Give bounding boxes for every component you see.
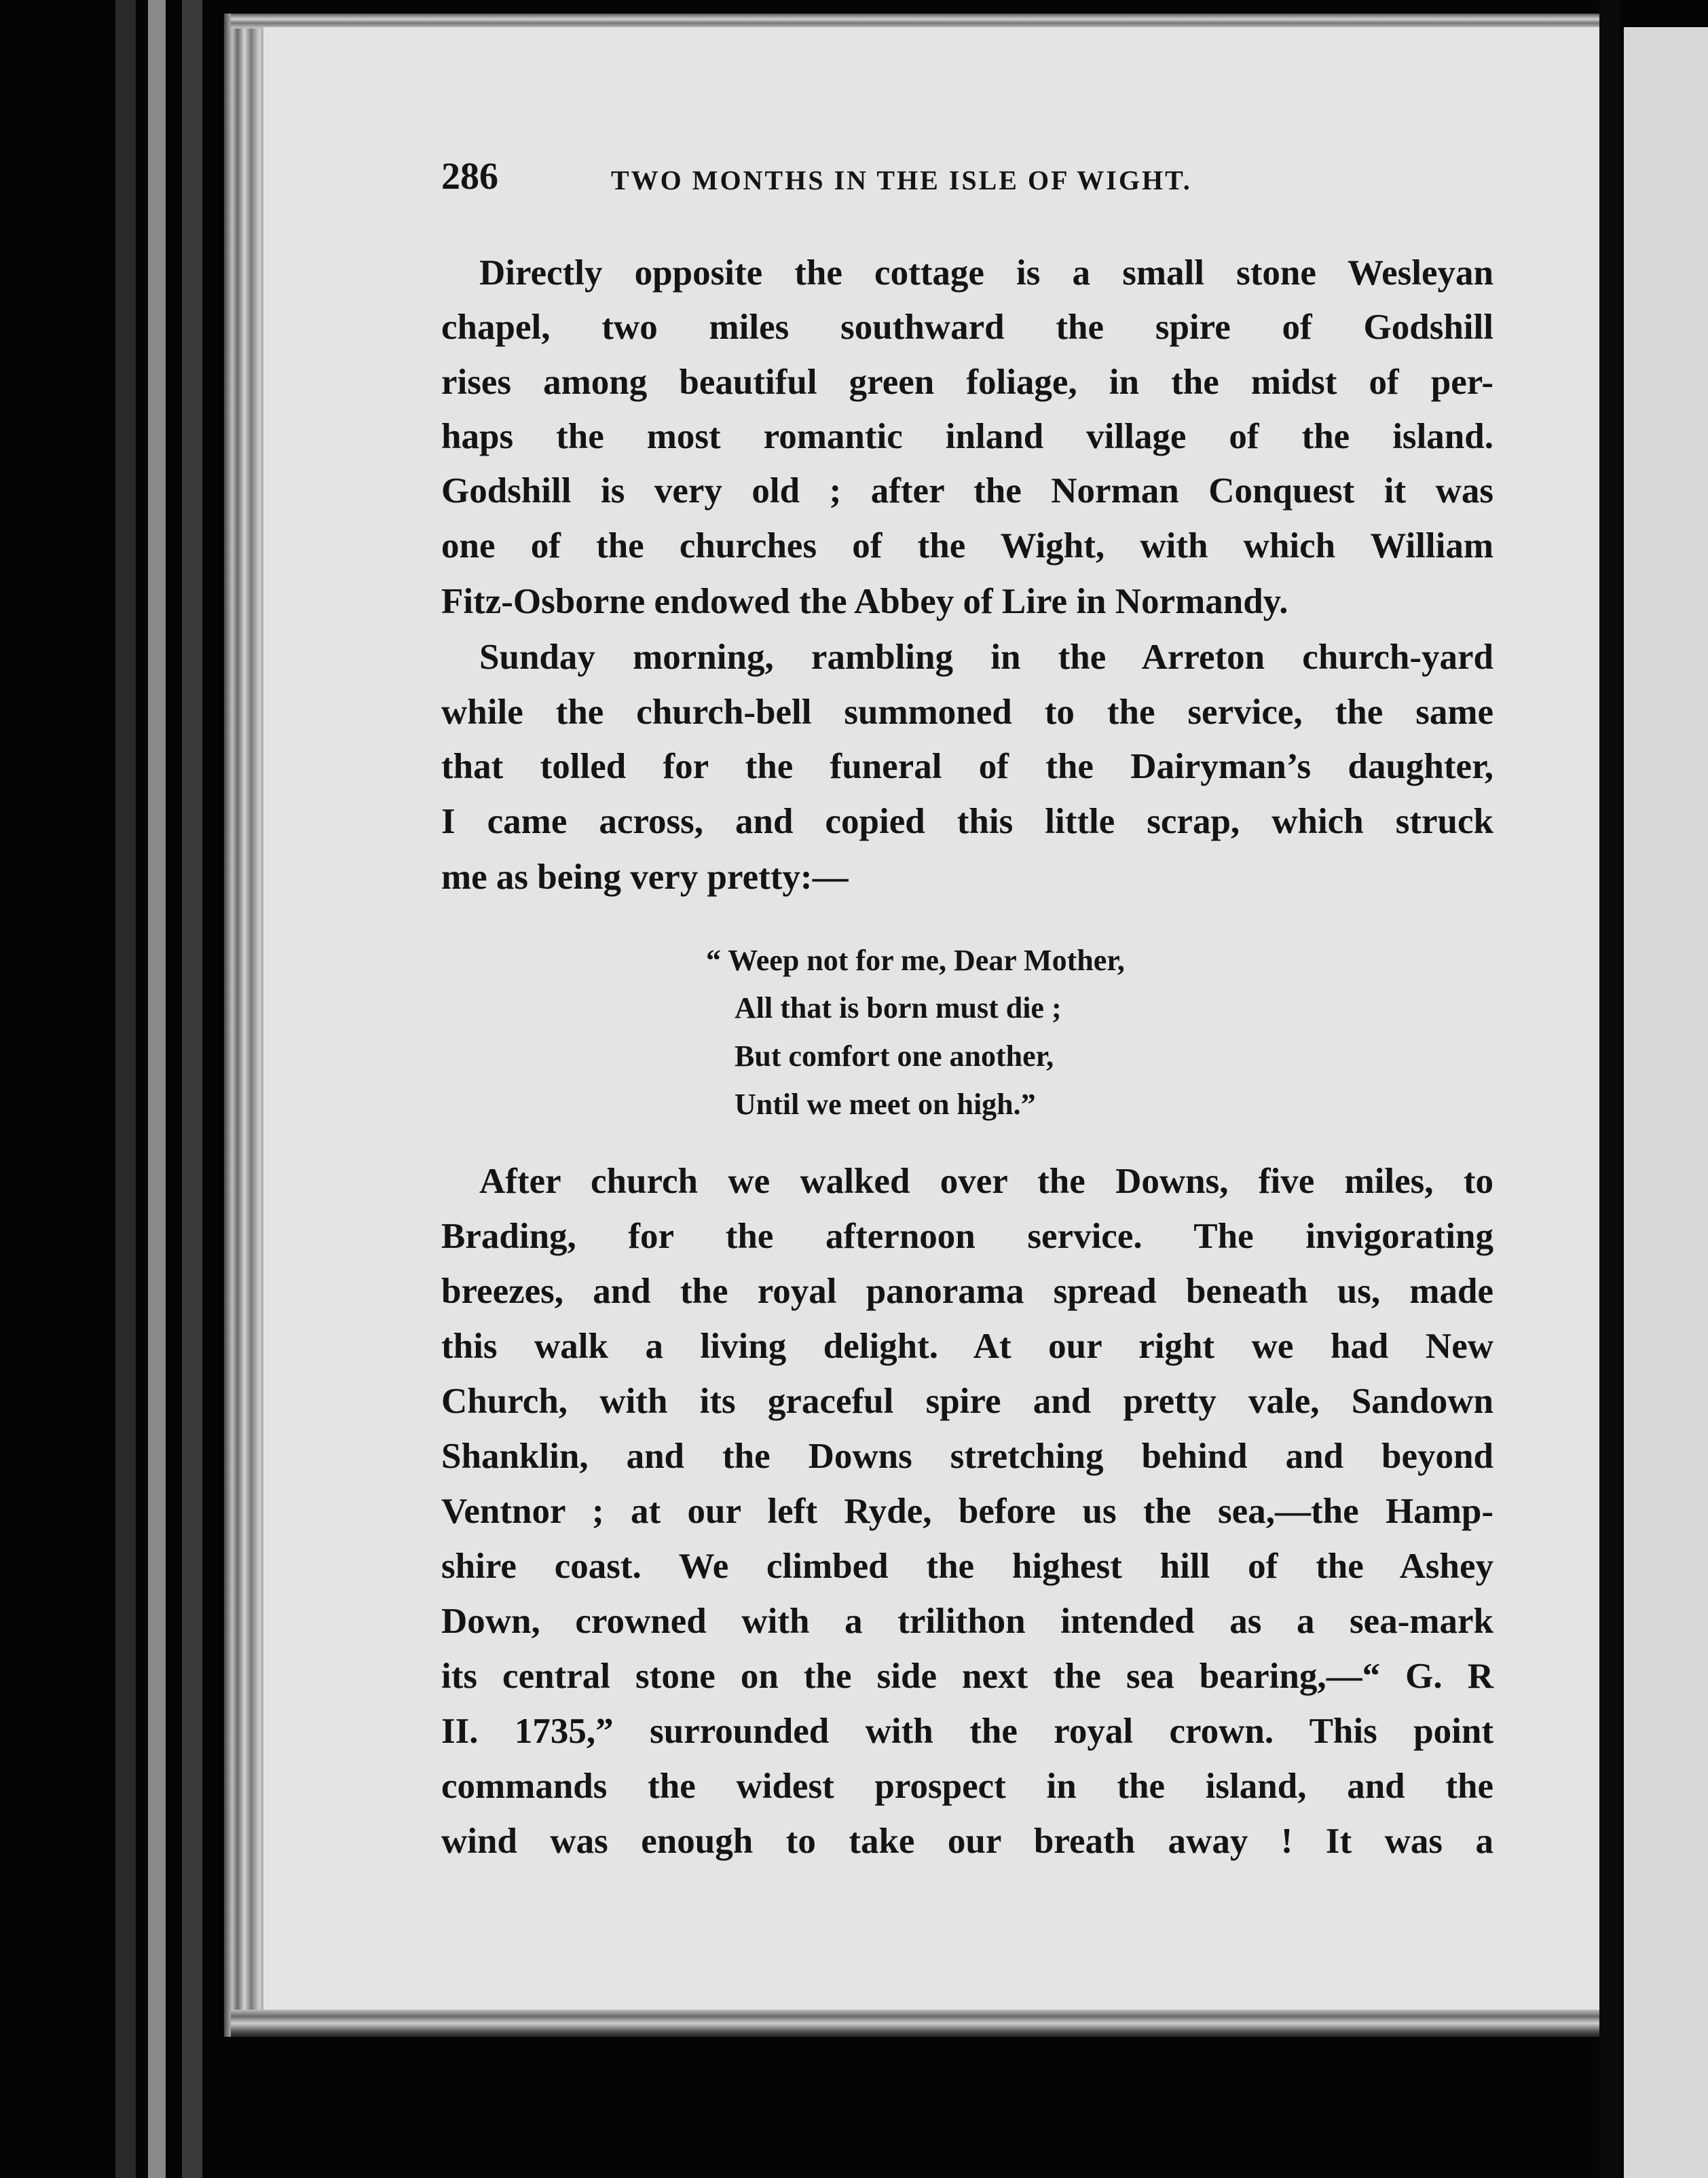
book-edge-left-middle [148,0,166,2178]
text-line: me as being very pretty:— [441,857,849,897]
text-line: Brading, for the afternoon service. The invigorating [441,1217,1493,1256]
text-line: Shanklin, and the Downs stretching behind and beyond [441,1437,1493,1476]
text-line: haps the most romantic inland village of the island. [441,417,1493,456]
book-gutter [1599,0,1620,2178]
text-line: Godshill is very old ; after the Norman Conquest it was [441,471,1493,511]
text-line: while the church-bell summoned to the service, the same [441,693,1493,732]
text-line: this walk a living delight. At our right we had New [441,1327,1493,1366]
text-line: rises among beautiful green foliage, in the midst of per- [441,363,1493,402]
text-line: Sunday morning, rambling in the Arreton church-yard [479,638,1493,677]
text-line: Down, crowned with a trilithon intended as a sea-mark [441,1602,1493,1641]
text-line: commands the widest prospect in the island, and the [441,1767,1493,1806]
running-header [441,155,1303,202]
text-line: After church we walked over the Downs, five miles, to [479,1162,1493,1201]
verse-line: All that is born must die ; [735,991,1062,1025]
text-line: that tolled for the funeral of the Dairyman’s daughter, [441,747,1493,786]
page-number: 286 [441,155,498,198]
text-line: breezes, and the royal panorama spread beneath us, made [441,1272,1493,1311]
page-top-edge [231,14,1616,29]
page-bottom-edge [231,2010,1616,2037]
text-line: Fitz-Osborne endowed the Abbey of Lire in Normandy. [441,582,1288,621]
text-line: shire coast. We climbed the highest hill of the Ashey [441,1547,1493,1586]
text-line: Church, with its graceful spire and pretty vale, Sandown [441,1382,1493,1421]
text-line: wind was enough to take our breath away ! It was a [441,1822,1493,1861]
text-line: II. 1735,” surrounded with the royal crown. This point [441,1712,1493,1751]
verse-line: Until we meet on high.” [735,1088,1036,1121]
facing-page-edge [1624,27,1708,2178]
verse-line: But comfort one another, [735,1039,1054,1073]
book-edge-left-inner [182,0,202,2178]
text-line: its central stone on the side next the sea bearing,—“ G. R [441,1657,1493,1696]
verse-line: “ Weep not for me, Dear Mother, [706,944,1125,977]
page-stack-edge [224,14,265,2037]
text-line: chapel, two miles southward the spire of Godshill [441,308,1493,347]
book-edge-left-outer [115,0,136,2178]
running-title: TWO MONTHS IN THE ISLE OF WIGHT. [611,165,1192,196]
text-line: one of the churches of the Wight, with which William [441,526,1493,566]
text-line: I came across, and copied this little scrap, which struck [441,802,1493,841]
text-line: Ventnor ; at our left Ryde, before us the sea,—the Hamp- [441,1492,1493,1531]
text-line: Directly opposite the cottage is a small stone Wesleyan [479,253,1493,293]
